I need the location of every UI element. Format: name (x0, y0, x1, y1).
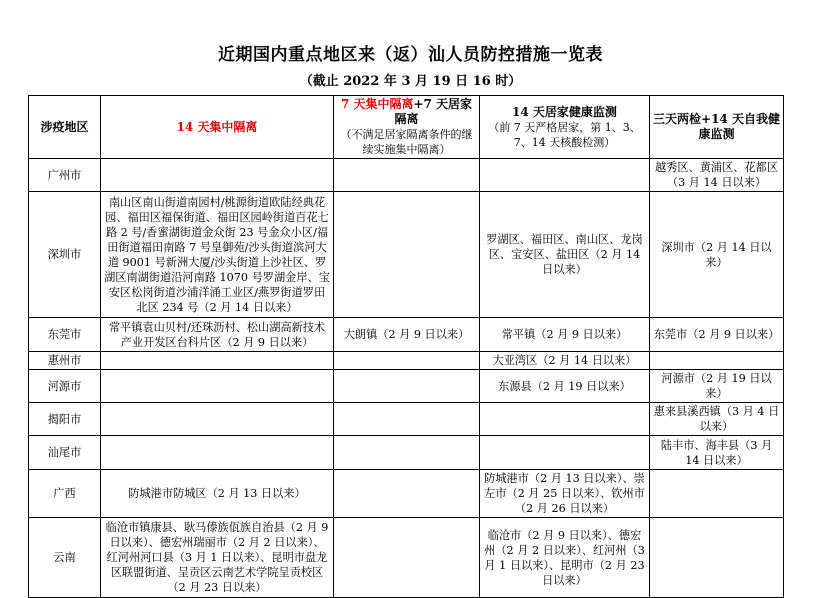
col1-cell (101, 352, 334, 370)
col3-cell: 大亚湾区（2 月 14 日以来） (480, 352, 650, 370)
region-cell: 广西 (29, 470, 101, 518)
table-row (29, 470, 784, 518)
col2-cell (334, 470, 480, 518)
header-col2-rest: +7 天居家隔离 (394, 97, 473, 126)
col4-cell: 河源市（2 月 19 日以来） (650, 370, 784, 403)
region-cell: 揭阳市 (29, 403, 101, 436)
col4-cell: 深圳市（2 月 14 日以来） (650, 192, 784, 318)
table-row (29, 192, 784, 318)
col1-cell (101, 403, 334, 436)
header-col3-title: 14 天居家健康监测 (512, 104, 617, 119)
col3-cell (480, 436, 650, 470)
col4-cell: 东莞市（2 月 9 日以来） (650, 318, 784, 352)
col3-cell: 东源县（2 月 19 日以来） (480, 370, 650, 403)
col4-cell (650, 470, 784, 518)
header-col1: 14 天集中隔离 (101, 96, 334, 159)
col3-cell: 防城港市（2 月 13 日以来）、崇左市（2 月 25 日以来）、钦州市（2 月 26 日以来） (480, 470, 650, 518)
col2-cell (334, 436, 480, 470)
col1-cell (101, 436, 334, 470)
col3-cell (480, 159, 650, 192)
header-col4: 三天两检+14 天自我健康监测 (650, 96, 784, 159)
page-title: 近期国内重点地区来（返）汕人员防控措施一览表 (218, 45, 603, 65)
col2-cell (334, 370, 480, 403)
table-row (29, 370, 784, 403)
col4-cell: 陆丰市、海丰县（3 月 14 日以来） (650, 436, 784, 470)
header-col2-red: 7 天集中隔离 (340, 97, 414, 111)
col4-cell (650, 518, 784, 598)
measures-table (28, 95, 784, 598)
col3-cell: 罗湖区、福田区、南山区、龙岗区、宝安区、盐田区（2 月 14 日以来） (480, 192, 650, 318)
table-header-row (29, 96, 784, 159)
col4-cell: 越秀区、黄浦区、花都区（3 月 14 日以来） (650, 159, 784, 192)
col1-cell (101, 159, 334, 192)
col2-cell (334, 518, 480, 598)
col4-cell: 惠来县溪西镇（3 月 4 日以来） (650, 403, 784, 436)
col1-cell: 防城港市防城区（2 月 13 日以来） (101, 470, 334, 518)
col1-cell (101, 370, 334, 403)
table-row (29, 159, 784, 192)
table-row (29, 403, 784, 436)
col1-cell: 临沧市镇康县、耿马傣族佤族自治县（2 月 9 日以来）、德宏州瑞丽市（2 月 2 日以来）、红河州河口县（3 月 1 日以来）、昆明市盘龙区联盟街道、呈贡区云南艺术学院呈贡校区（2 月 23 日以来） (101, 518, 334, 598)
col3-cell: 常平镇（2 月 9 日以来） (480, 318, 650, 352)
col2-cell (334, 352, 480, 370)
table-row (29, 436, 784, 470)
table-row (29, 352, 784, 370)
region-cell: 广州市 (29, 159, 101, 192)
region-cell: 河源市 (29, 370, 101, 403)
header-col2 (334, 96, 480, 159)
header-col2-sub: （不满足居家隔离条件的继续实施集中隔离） (340, 128, 473, 156)
header-region: 涉疫地区 (29, 96, 101, 159)
col3-cell: 临沧市（2 月 9 日以来）、德宏州（2 月 2 日以来）、红河州（3 月 1 日以来）、昆明市（2 月 23 日以来） (480, 518, 650, 598)
col2-cell (334, 403, 480, 436)
table-row (29, 318, 784, 352)
col3-cell (480, 403, 650, 436)
col1-cell: 南山区南山街道南园村/桃源街道欧陆经典花园、福田区福保街道、福田区园岭街道百花七路 2 号/香蜜湖街道金众街 23 号金众小区/福田街道福田南路 7 号皇御苑/沙头街道滨河大道 9001 号新洲大厦/沙头街道上沙社区、罗湖区南湖街道沿河南路 1070 号罗湖金岸、宝安区松岗街道沙浦洋涌工业区/燕罗街道罗田北区 234 号（2 月 14 日以来） (101, 192, 334, 318)
col2-cell (334, 159, 480, 192)
table-row (29, 518, 784, 598)
col2-cell (334, 192, 480, 318)
col1-cell: 常平镇袁山贝村/还珠沥村、松山湖高新技术产业开发区台科片区（2 月 9 日以来） (101, 318, 334, 352)
col4-cell (650, 352, 784, 370)
region-cell: 汕尾市 (29, 436, 101, 470)
col2-cell: 大朗镇（2 月 9 日以来） (334, 318, 480, 352)
header-col3-sub: （前 7 天严格居家，第 1、3、7、14 天核酸检测） (488, 120, 641, 149)
region-cell: 东莞市 (29, 318, 101, 352)
region-cell: 云南 (29, 518, 101, 598)
region-cell: 深圳市 (29, 192, 101, 318)
header-col3 (480, 96, 650, 159)
region-cell: 惠州市 (29, 352, 101, 370)
page-subtitle: （截止 2022 年 3 月 19 日 16 时） (299, 74, 522, 89)
